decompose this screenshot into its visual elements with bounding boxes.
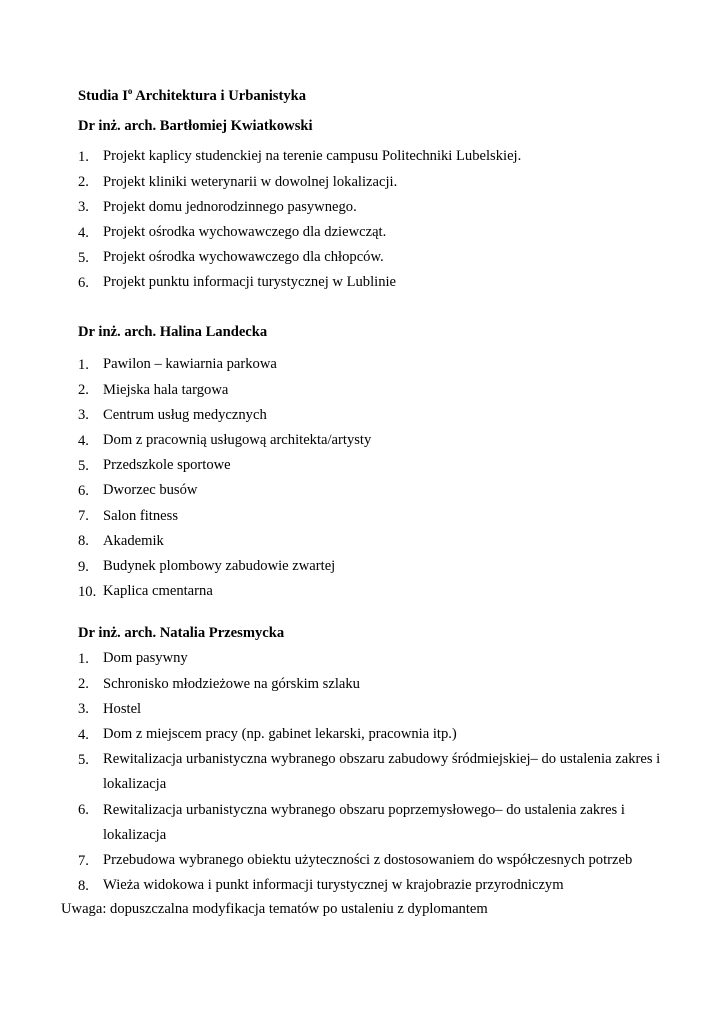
item-text: Dom z miejscem pracy (np. gabinet lekarski, pracownia itp.) [103, 725, 457, 742]
item-number: 7. [78, 852, 89, 869]
item-text: Budynek plombowy zabudowie zwartej [103, 557, 336, 574]
item-text: Rewitalizacja urbanistyczna wybranego obszaru zabudowy śródmiejskiej– do ustalenia zakres i lokalizacja [103, 751, 661, 793]
item-number: 7. [78, 508, 89, 525]
supervisor-heading: Dr inż. arch. Bartłomiej Kwiatkowski [78, 118, 313, 134]
item-number: 5. [78, 249, 89, 266]
item-text: Projekt ośrodka wychowawczego dla dziewcząt. [103, 223, 387, 240]
item-text: Projekt ośrodka wychowawczego dla chłopców. [103, 249, 384, 266]
item-text: Projekt kaplicy studenckiej na terenie campusu Politechniki Lubelskiej. [103, 148, 522, 165]
item-text: Hostel [103, 700, 142, 717]
item-text: Dom pasywny [103, 650, 188, 667]
item-number: 6. [78, 274, 89, 291]
title-superscript: o [127, 86, 133, 97]
item-text: Schronisko młodzieżowe na górskim szlaku [103, 675, 360, 692]
item-number: 5. [78, 457, 89, 474]
item-number: 10. [78, 583, 97, 600]
title-prefix: Studia I [78, 88, 128, 104]
item-text: Salon fitness [103, 507, 178, 524]
item-text: Dworzec busów [103, 482, 198, 499]
document-title [78, 86, 306, 106]
item-text: Przebudowa wybranego obiektu użyteczności z dostosowaniem do współczesnych potrzeb [103, 851, 633, 868]
item-number: 2. [78, 174, 89, 191]
item-number: 1. [78, 651, 89, 667]
item-text: Przedszkole sportowe [103, 457, 231, 474]
item-number: 2. [78, 676, 89, 693]
item-text: Projekt kliniki weterynarii w dowolnej lokalizacji. [103, 173, 398, 190]
item-number: 3. [78, 701, 89, 718]
item-text: Projekt punktu informacji turystycznej w Lublinie [103, 274, 397, 291]
item-number: 8. [78, 877, 89, 894]
item-number: 5. [78, 751, 89, 768]
note-text: Uwaga: dopuszczalna modyfikacja tematów po ustaleniu z dyplomantem [61, 901, 488, 917]
item-number: 4. [78, 726, 89, 743]
item-text: Projekt domu jednorodzinnego pasywnego. [103, 198, 357, 215]
title-rest: Architektura i Urbanistyka [132, 88, 307, 104]
item-number: 1. [78, 149, 89, 165]
item-text: Centrum usług medycznych [103, 406, 267, 423]
item-text: Akademik [103, 532, 164, 549]
item-number: 2. [78, 382, 89, 399]
item-number: 4. [78, 432, 89, 449]
supervisor-heading: Dr inż. arch. Halina Landecka [78, 324, 268, 340]
supervisor-heading: Dr inż. arch. Natalia Przesmycka [78, 625, 285, 641]
item-text: Miejska hala targowa [103, 381, 229, 398]
item-number: 8. [78, 533, 89, 550]
item-number: 6. [78, 482, 89, 499]
item-number: 9. [78, 558, 89, 575]
item-text: Kaplica cmentarna [103, 583, 213, 600]
item-number: 1. [78, 357, 89, 373]
item-number: 3. [78, 199, 89, 216]
item-number: 6. [78, 802, 89, 819]
item-number: 4. [78, 224, 89, 241]
item-text: Pawilon – kawiarnia parkowa [103, 356, 277, 373]
item-text: Rewitalizacja urbanistyczna wybranego obszaru poprzemysłowego– do ustalenia zakres i lokalizacja [103, 801, 625, 843]
item-text: Dom z pracownią usługową architekta/artysty [103, 431, 372, 448]
item-number: 3. [78, 407, 89, 424]
item-text: Wieża widokowa i punkt informacji turystycznej w krajobrazie przyrodniczym [103, 877, 564, 894]
